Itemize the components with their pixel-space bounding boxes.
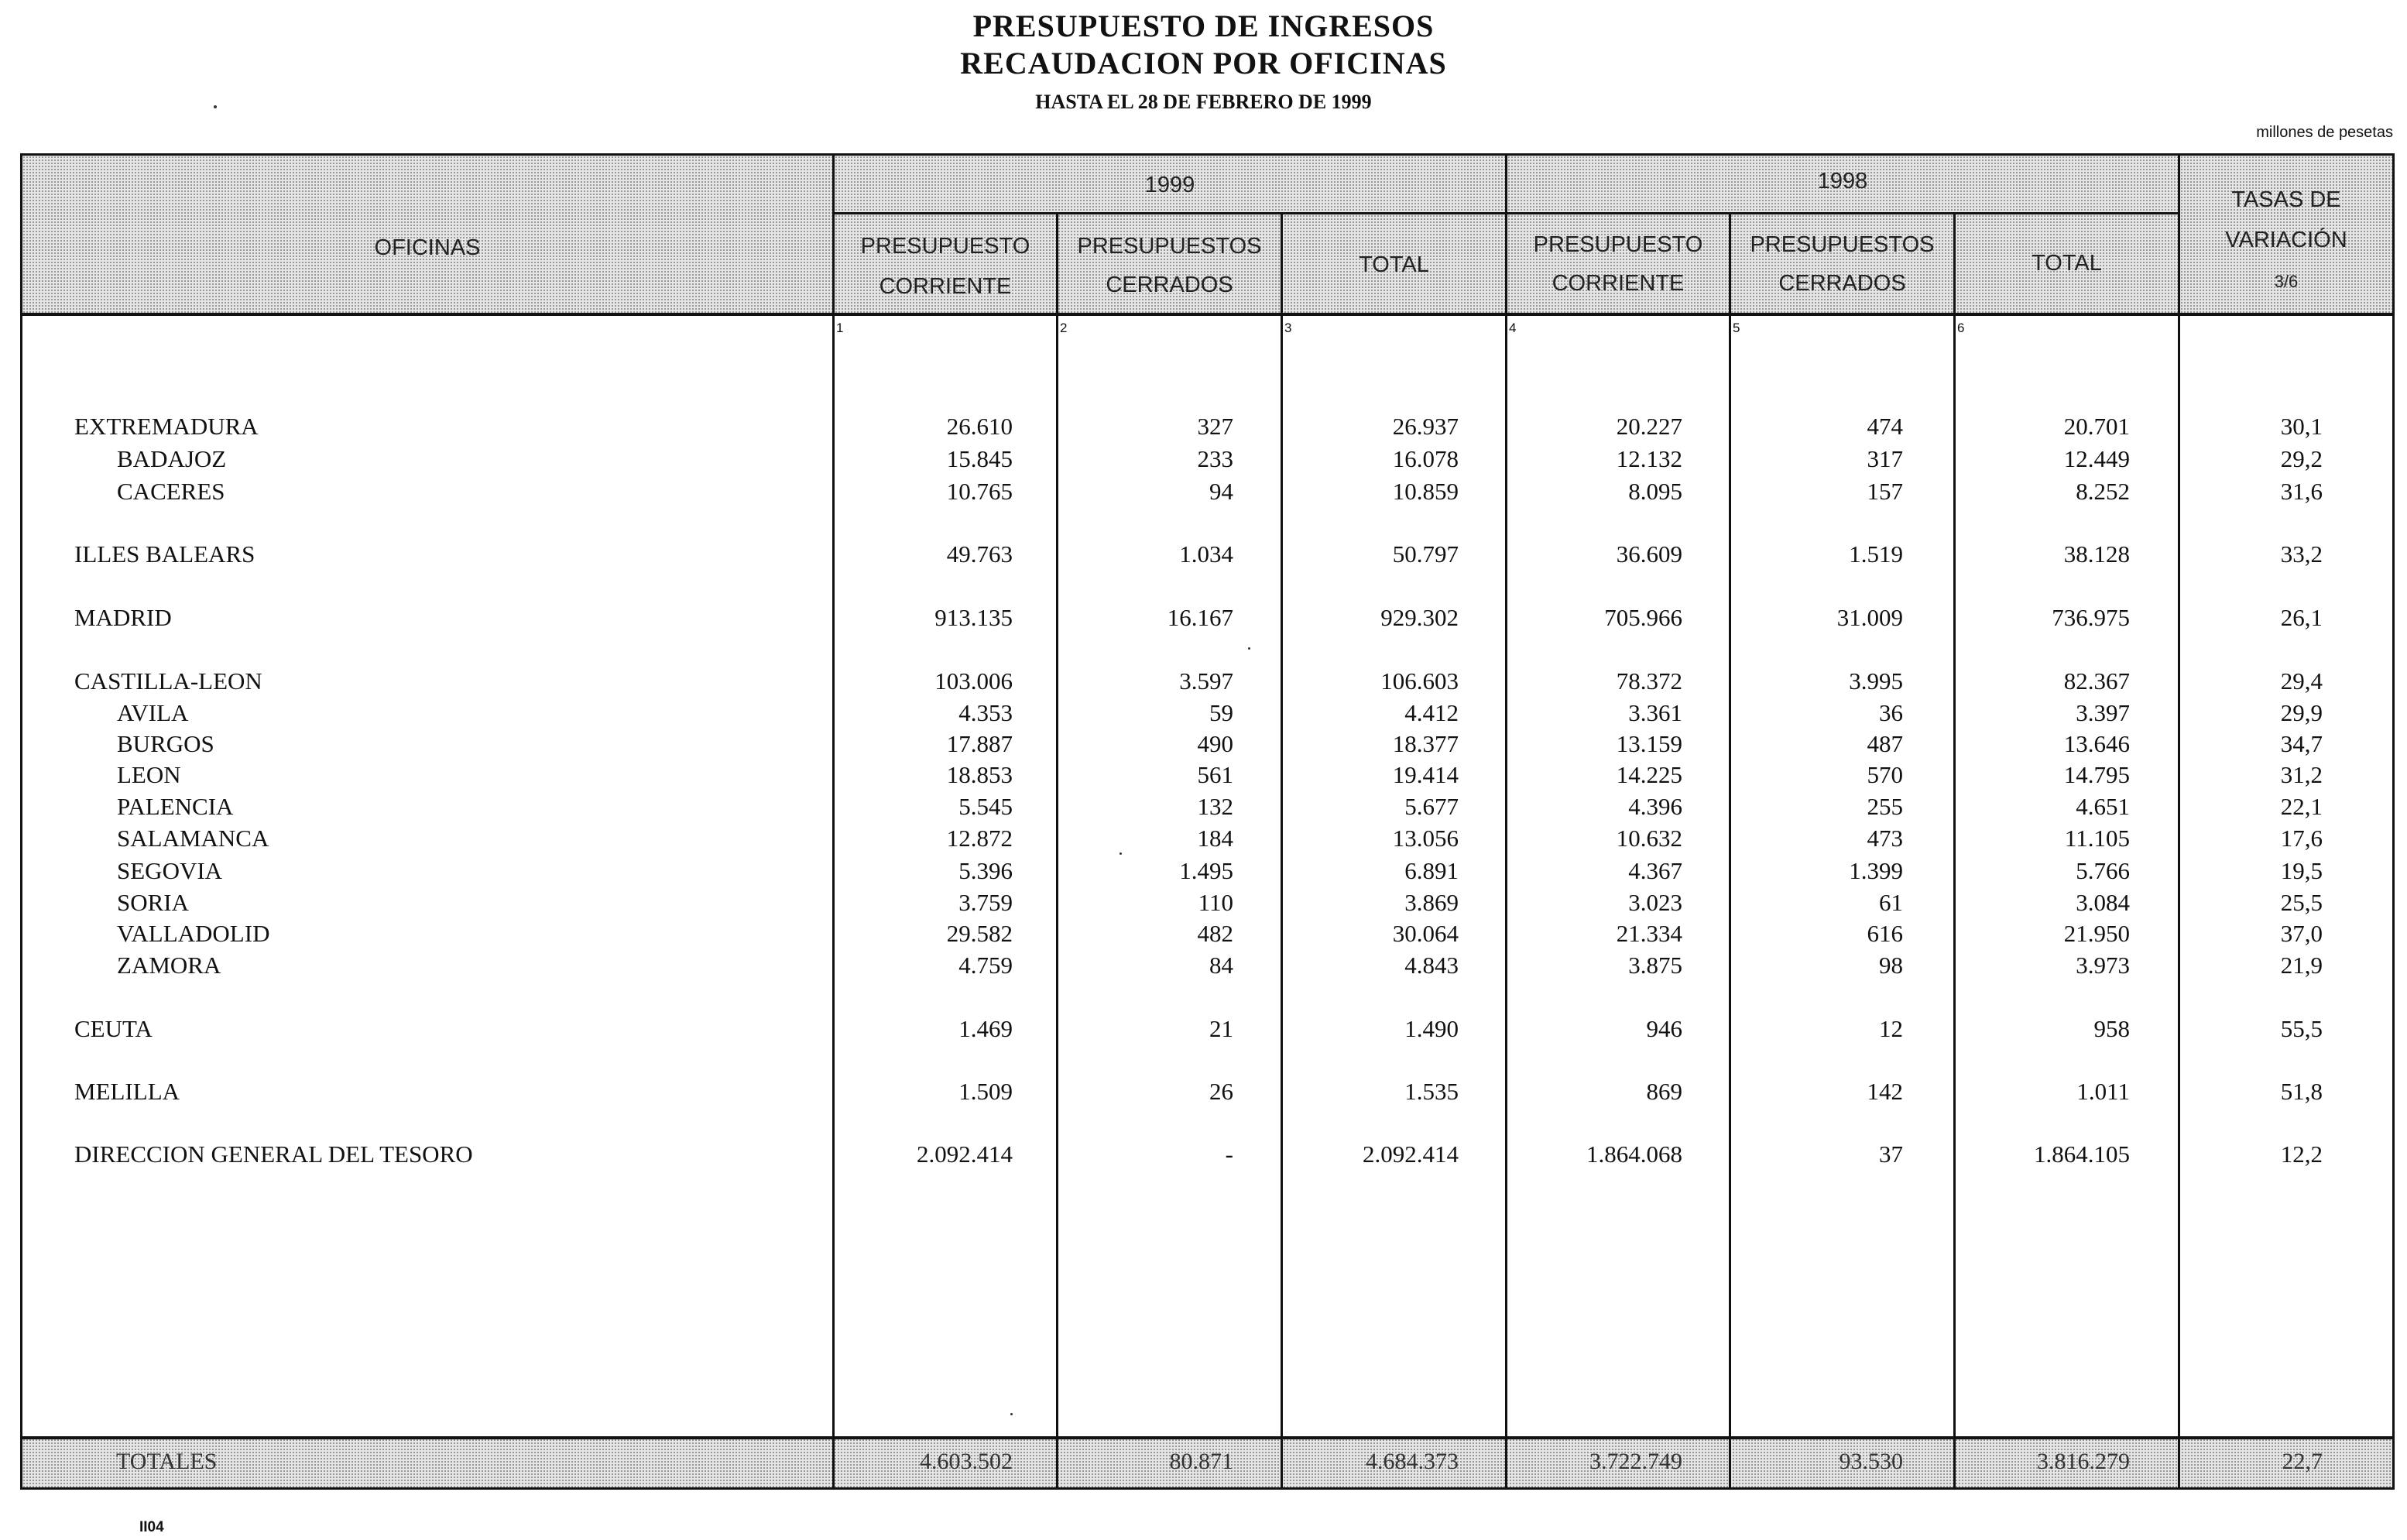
table-row (0, 730, 2407, 761)
cell-total-1998: 14.795 (2063, 761, 2130, 788)
cell-presupuesto-corriente-1999: 29.582 (946, 920, 1013, 947)
cell-presupuestos-cerrados-1998: 255 (1867, 793, 1903, 820)
cell-total-1998: 5.766 (2076, 857, 2130, 884)
cell-presupuestos-cerrados-1998: 61 (1879, 889, 1903, 916)
row-name: SORIA (117, 889, 190, 916)
totals-label: TOTALES (116, 1449, 218, 1474)
cell-tasa-variacion: 29,9 (2280, 699, 2323, 726)
row-name: SEGOVIA (117, 857, 223, 884)
total-total-1998: 3.816.279 (2037, 1449, 2130, 1474)
cell-presupuesto-corriente-1998: 1.864.068 (1586, 1140, 1682, 1168)
cell-presupuestos-cerrados-1998: 1.399 (1849, 857, 1903, 884)
cell-total-1998: 4.651 (2076, 793, 2130, 820)
col-header-presupuestos-cerrados-1998-l1: PRESUPUESTOS (1750, 232, 1935, 257)
col-number-2: 2 (1060, 321, 1068, 335)
row-name: PALENCIA (117, 793, 234, 820)
cell-total-1998: 958 (2093, 1015, 2130, 1042)
row-name: BURGOS (117, 730, 214, 757)
cell-total-1999: 1.535 (1404, 1078, 1459, 1105)
cell-tasa-variacion: 31,2 (2280, 761, 2323, 788)
cell-presupuestos-cerrados-1999: 3.597 (1179, 667, 1233, 695)
scan-speck (1010, 1413, 1013, 1415)
table-row (0, 793, 2407, 824)
cell-presupuesto-corriente-1999: 15.845 (946, 445, 1013, 472)
cell-presupuestos-cerrados-1998: 36 (1879, 699, 1903, 726)
cell-tasa-variacion: 17,6 (2280, 825, 2323, 852)
cell-presupuesto-corriente-1998: 36.609 (1616, 540, 1682, 568)
cell-presupuesto-corriente-1999: 5.396 (958, 857, 1013, 884)
cell-total-1999: 106.603 (1380, 667, 1459, 695)
cell-total-1998: 11.105 (2064, 825, 2130, 852)
header-bottom-rule (20, 313, 2395, 316)
year-group-rule-1998 (1505, 212, 2180, 214)
cell-presupuesto-corriente-1998: 13.159 (1616, 730, 1682, 757)
cell-tasa-variacion: 29,2 (2280, 445, 2323, 472)
cell-presupuestos-cerrados-1999: 1.034 (1179, 540, 1233, 568)
cell-presupuestos-cerrados-1999: 327 (1197, 413, 1233, 440)
cell-tasa-variacion: 21,9 (2280, 952, 2323, 979)
cell-total-1998: 3.084 (2076, 889, 2130, 916)
cell-total-1998: 3.973 (2076, 952, 2130, 979)
cell-total-1999: 13.056 (1392, 825, 1459, 852)
cell-presupuestos-cerrados-1999: 16.167 (1167, 604, 1233, 631)
cell-total-1998: 20.701 (2063, 413, 2130, 440)
row-name: SALAMANCA (117, 825, 269, 852)
cell-tasa-variacion: 34,7 (2280, 730, 2323, 757)
col-header-tasas-l1: TASAS DE (2231, 187, 2341, 212)
page-code: II04 (139, 1519, 164, 1535)
cell-presupuestos-cerrados-1999: 561 (1197, 761, 1233, 788)
cell-presupuesto-corriente-1998: 14.225 (1616, 761, 1682, 788)
cell-total-1998: 21.950 (2063, 920, 2130, 947)
cell-presupuestos-cerrados-1998: 157 (1867, 478, 1903, 505)
cell-presupuesto-corriente-1999: 103.006 (934, 667, 1013, 695)
table-row (0, 667, 2407, 698)
cell-presupuestos-cerrados-1998: 317 (1867, 445, 1903, 472)
cell-presupuestos-cerrados-1999: 1.495 (1179, 857, 1233, 884)
cell-tasa-variacion: 55,5 (2280, 1015, 2323, 1042)
row-name: AVILA (117, 699, 189, 726)
cell-presupuestos-cerrados-1999: 59 (1209, 699, 1233, 726)
cell-total-1999: 2.092.414 (1363, 1140, 1459, 1168)
cell-total-1999: 5.677 (1404, 793, 1459, 820)
table-row (0, 952, 2407, 983)
cell-presupuesto-corriente-1999: 10.765 (946, 478, 1013, 505)
col-header-total-1999: TOTAL (1359, 252, 1429, 277)
row-name: MADRID (74, 604, 172, 631)
cell-presupuestos-cerrados-1998: 1.519 (1849, 540, 1903, 568)
totals-top-rule (20, 1436, 2395, 1439)
scan-speck (214, 105, 217, 108)
cell-tasa-variacion: 51,8 (2280, 1078, 2323, 1105)
table-row (0, 1078, 2407, 1109)
col-header-oficinas: OFICINAS (374, 235, 481, 260)
cell-presupuestos-cerrados-1999: 21 (1209, 1015, 1233, 1042)
cell-presupuestos-cerrados-1998: 37 (1879, 1140, 1903, 1168)
scan-speck (1119, 852, 1122, 855)
col-header-presupuestos-cerrados-1998-l2: CERRADOS (1778, 271, 1906, 296)
table-row (0, 413, 2407, 444)
cell-presupuesto-corriente-1998: 8.095 (1628, 478, 1682, 505)
col-number-6: 6 (1957, 321, 1965, 335)
row-name: CASTILLA-LEON (74, 667, 262, 695)
col-header-presupuestos-cerrados-1999-l1: PRESUPUESTOS (1077, 234, 1262, 259)
total-total-1999: 4.684.373 (1366, 1449, 1459, 1474)
cell-total-1999: 19.414 (1392, 761, 1459, 788)
cell-presupuestos-cerrados-1998: 142 (1867, 1078, 1903, 1105)
row-name: DIRECCION GENERAL DEL TESORO (74, 1140, 473, 1168)
cell-presupuestos-cerrados-1998: 12 (1879, 1015, 1903, 1042)
cell-presupuesto-corriente-1999: 26.610 (946, 413, 1013, 440)
cell-tasa-variacion: 31,6 (2280, 478, 2323, 505)
cell-presupuestos-cerrados-1999: 110 (1198, 889, 1233, 916)
cell-presupuestos-cerrados-1998: 616 (1867, 920, 1903, 947)
cell-presupuesto-corriente-1998: 4.396 (1628, 793, 1682, 820)
scan-speck (1248, 647, 1250, 650)
cell-presupuesto-corriente-1999: 1.469 (958, 1015, 1013, 1042)
cell-presupuestos-cerrados-1999: 490 (1197, 730, 1233, 757)
cell-total-1998: 13.646 (2063, 730, 2130, 757)
cell-presupuesto-corriente-1999: 2.092.414 (917, 1140, 1013, 1168)
cell-tasa-variacion: 19,5 (2280, 857, 2323, 884)
col-header-tasas-l2: VARIACIÓN (2225, 228, 2347, 252)
cell-presupuesto-corriente-1998: 21.334 (1616, 920, 1682, 947)
cell-presupuestos-cerrados-1999: 482 (1197, 920, 1233, 947)
cell-presupuesto-corriente-1998: 3.361 (1628, 699, 1682, 726)
cell-total-1999: 18.377 (1392, 730, 1459, 757)
cell-total-1998: 82.367 (2063, 667, 2130, 695)
row-name: EXTREMADURA (74, 413, 259, 440)
row-name: ILLES BALEARS (74, 540, 255, 568)
cell-tasa-variacion: 29,4 (2280, 667, 2323, 695)
page-title: PRESUPUESTO DE INGRESOS (972, 9, 1435, 43)
cell-total-1998: 38.128 (2063, 540, 2130, 568)
cell-total-1999: 16.078 (1392, 445, 1459, 472)
cell-presupuestos-cerrados-1999: 184 (1197, 825, 1233, 852)
total-presupuesto-corriente-1998: 3.722.749 (1589, 1449, 1682, 1474)
cell-total-1999: 26.937 (1392, 413, 1459, 440)
cell-total-1998: 12.449 (2063, 445, 2130, 472)
cell-presupuesto-corriente-1999: 17.887 (946, 730, 1013, 757)
table-row (0, 1015, 2407, 1046)
cell-total-1998: 3.397 (2076, 699, 2130, 726)
row-name: MELILLA (74, 1078, 180, 1105)
cell-presupuesto-corriente-1999: 49.763 (946, 540, 1013, 568)
row-name: LEON (117, 761, 181, 788)
col-header-year-1998: 1998 (1817, 169, 1868, 194)
cell-total-1999: 6.891 (1404, 857, 1459, 884)
cell-presupuesto-corriente-1999: 3.759 (958, 889, 1013, 916)
cell-presupuesto-corriente-1999: 1.509 (958, 1078, 1013, 1105)
row-name: CACERES (117, 478, 225, 505)
cell-presupuesto-corriente-1998: 3.875 (1628, 952, 1682, 979)
cell-presupuestos-cerrados-1998: 487 (1867, 730, 1903, 757)
cell-presupuesto-corriente-1998: 10.632 (1616, 825, 1682, 852)
page-subtitle-main: RECAUDACION POR OFICINAS (960, 46, 1447, 81)
col-header-presupuesto-corriente-1999-l1: PRESUPUESTO (860, 234, 1030, 259)
cell-presupuesto-corriente-1998: 946 (1646, 1015, 1682, 1042)
cell-presupuestos-cerrados-1998: 3.995 (1849, 667, 1903, 695)
cell-presupuesto-corriente-1998: 78.372 (1616, 667, 1682, 695)
table-row (0, 699, 2407, 730)
cell-tasa-variacion: 22,1 (2280, 793, 2323, 820)
cell-presupuesto-corriente-1999: 4.353 (958, 699, 1013, 726)
table-row (0, 920, 2407, 951)
cell-presupuesto-corriente-1999: 5.545 (958, 793, 1013, 820)
cell-presupuestos-cerrados-1999: 26 (1209, 1078, 1233, 1105)
col-number-3: 3 (1284, 321, 1292, 335)
cell-presupuestos-cerrados-1999: 233 (1197, 445, 1233, 472)
cell-total-1999: 10.859 (1392, 478, 1459, 505)
cell-total-1999: 3.869 (1404, 889, 1459, 916)
table-row (0, 825, 2407, 856)
cell-presupuesto-corriente-1998: 20.227 (1616, 413, 1682, 440)
cell-total-1999: 1.490 (1404, 1015, 1459, 1042)
cell-total-1999: 50.797 (1392, 540, 1459, 568)
table-row (0, 540, 2407, 571)
row-name: BADAJOZ (117, 445, 227, 472)
total-presupuestos-cerrados-1999: 80.871 (1169, 1449, 1233, 1474)
cell-presupuesto-corriente-1999: 4.759 (958, 952, 1013, 979)
cell-total-1998: 1.011 (2076, 1078, 2130, 1105)
cell-total-1999: 4.843 (1404, 952, 1459, 979)
col-number-5: 5 (1733, 321, 1740, 335)
cell-presupuestos-cerrados-1999: 132 (1197, 793, 1233, 820)
table-row (0, 889, 2407, 920)
row-name: CEUTA (74, 1015, 153, 1042)
total-tasa-variacion: 22,7 (2282, 1449, 2323, 1474)
cell-presupuestos-cerrados-1999: 84 (1209, 952, 1233, 979)
cell-total-1999: 4.412 (1404, 699, 1459, 726)
cell-presupuestos-cerrados-1998: 474 (1867, 413, 1903, 440)
cell-tasa-variacion: 37,0 (2280, 920, 2323, 947)
cell-presupuesto-corriente-1998: 3.023 (1628, 889, 1682, 916)
table-row (0, 478, 2407, 509)
col-header-tasas-l3: 3/6 (2274, 272, 2299, 291)
cell-total-1998: 736.975 (2052, 604, 2130, 631)
cell-total-1999: 30.064 (1392, 920, 1459, 947)
table-row (0, 857, 2407, 888)
cell-presupuestos-cerrados-1998: 98 (1879, 952, 1903, 979)
total-presupuestos-cerrados-1998: 93.530 (1839, 1449, 1903, 1474)
table-row (0, 604, 2407, 635)
row-name: ZAMORA (117, 952, 221, 979)
col-header-presupuestos-cerrados-1999-l2: CERRADOS (1106, 273, 1233, 297)
units-label: millones de pesetas (2256, 124, 2393, 141)
col-header-presupuesto-corriente-1998-l1: PRESUPUESTO (1533, 232, 1703, 257)
cell-presupuestos-cerrados-1999: 94 (1209, 478, 1233, 505)
cell-tasa-variacion: 12,2 (2280, 1140, 2323, 1168)
cell-presupuesto-corriente-1998: 12.132 (1616, 445, 1682, 472)
col-header-presupuesto-corriente-1998-l2: CORRIENTE (1552, 271, 1685, 296)
cell-presupuesto-corriente-1998: 4.367 (1628, 857, 1682, 884)
cell-presupuesto-corriente-1999: 12.872 (946, 825, 1013, 852)
cell-presupuestos-cerrados-1998: 473 (1867, 825, 1903, 852)
cell-presupuesto-corriente-1998: 705.966 (1604, 604, 1682, 631)
cell-total-1998: 8.252 (2076, 478, 2130, 505)
cell-presupuesto-corriente-1998: 869 (1646, 1078, 1682, 1105)
table-row (0, 1140, 2407, 1171)
year-group-rule-1999 (832, 212, 1507, 214)
cell-presupuestos-cerrados-1998: 570 (1867, 761, 1903, 788)
cell-total-1998: 1.864.105 (2034, 1140, 2130, 1168)
row-name: VALLADOLID (117, 920, 270, 947)
cell-tasa-variacion: 25,5 (2280, 889, 2323, 916)
cell-presupuestos-cerrados-1999: - (1225, 1140, 1233, 1168)
col-header-total-1998: TOTAL (2032, 251, 2102, 276)
cell-presupuestos-cerrados-1998: 31.009 (1836, 604, 1903, 631)
cell-tasa-variacion: 33,2 (2280, 540, 2323, 568)
cell-presupuesto-corriente-1999: 913.135 (934, 604, 1013, 631)
col-number-1: 1 (836, 321, 844, 335)
cell-tasa-variacion: 26,1 (2280, 604, 2323, 631)
col-header-presupuesto-corriente-1999-l2: CORRIENTE (879, 274, 1012, 299)
date-subtitle: HASTA EL 28 DE FEBRERO DE 1999 (1035, 91, 1372, 113)
total-presupuesto-corriente-1999: 4.603.502 (920, 1449, 1013, 1474)
table-row (0, 445, 2407, 476)
table-row (0, 761, 2407, 792)
cell-total-1999: 929.302 (1380, 604, 1459, 631)
col-header-year-1999: 1999 (1144, 173, 1195, 197)
cell-presupuesto-corriente-1999: 18.853 (946, 761, 1013, 788)
cell-tasa-variacion: 30,1 (2280, 413, 2323, 440)
col-number-4: 4 (1509, 321, 1517, 335)
